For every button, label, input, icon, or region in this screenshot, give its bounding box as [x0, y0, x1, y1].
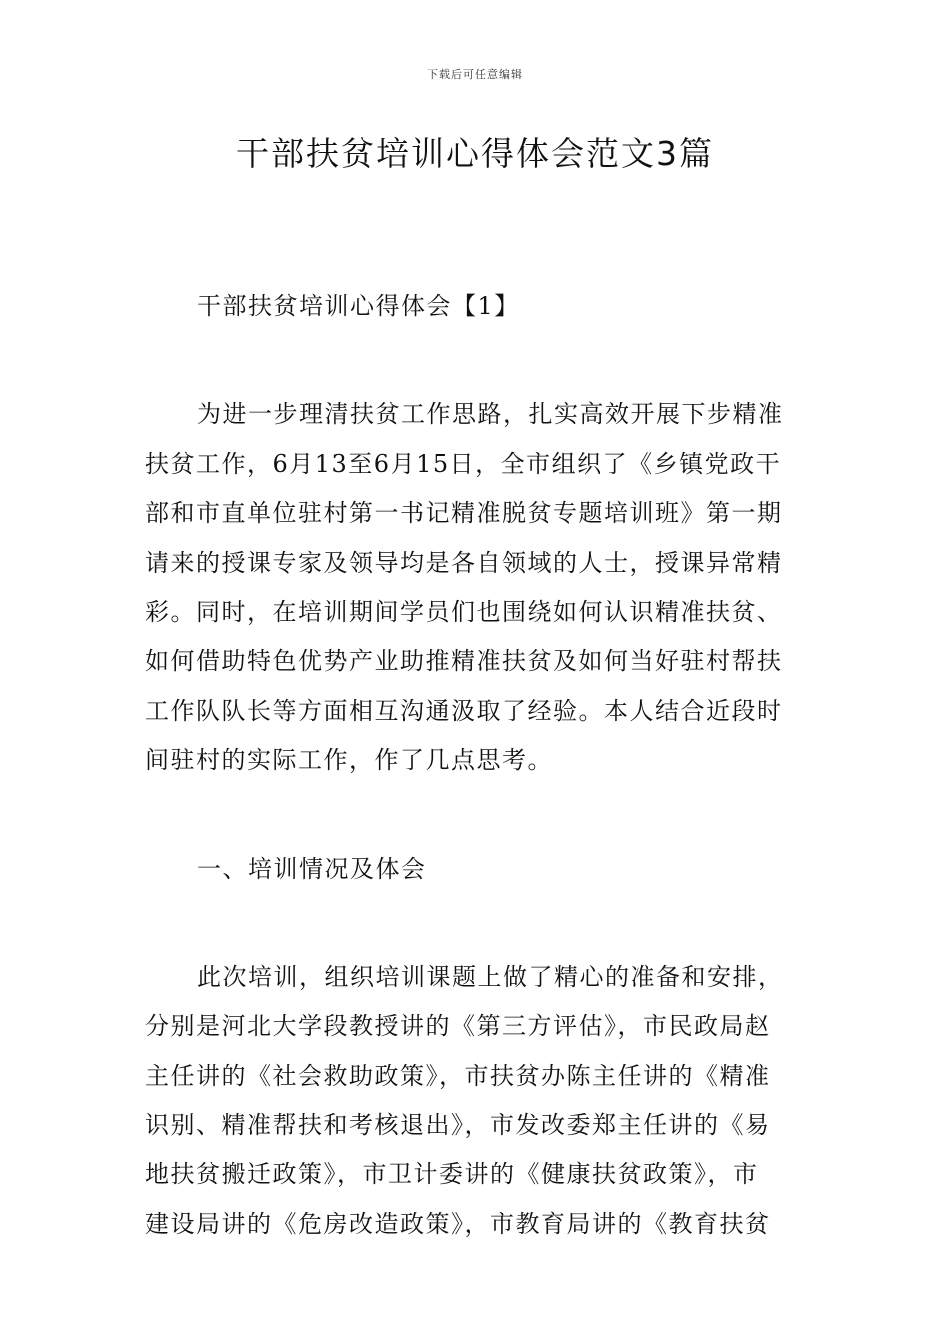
paragraph-line: 建设局讲的《危房改造政策》，市教育局讲的《教育扶贫 — [145, 1209, 771, 1238]
section-heading-2: 一、培训情况及体会 — [197, 854, 427, 883]
header-note: 下载后可任意编辑 — [427, 68, 523, 81]
paragraph-line: 请来的授课专家及领导均是各自领域的人士，授课异常精 — [145, 548, 783, 577]
document-title: 干部扶贫培训心得体会范文3篇 — [236, 134, 714, 173]
paragraph-line: 分别是河北大学段教授讲的《第三方评估》，市民政局赵 — [145, 1012, 771, 1041]
paragraph-line: 识别、精准帮扶和考核退出》，市发改委郑主任讲的《易 — [145, 1111, 771, 1140]
paragraph-line: 如何借助特色优势产业助推精准扶贫及如何当好驻村帮扶 — [145, 647, 783, 676]
paragraph-line: 此次培训，组织培训课题上做了精心的准备和安排， — [197, 962, 784, 991]
paragraph-gap — [145, 894, 805, 953]
paragraph-line: 扶贫工作，6月13至6月15日，全市组织了《乡镇党政干 — [145, 449, 782, 478]
paragraph-1 — [145, 390, 805, 785]
paragraph-2 — [145, 953, 805, 1249]
paragraph-gap — [145, 786, 805, 845]
paragraph-line: 部和市直单位驻村第一书记精准脱贫专题培训班》第一期 — [145, 499, 783, 528]
paragraph-line: 工作队队长等方面相互沟通汲取了经验。本人结合近段时 — [145, 696, 783, 725]
section-heading-1: 干部扶贫培训心得体会【1】 — [197, 292, 520, 320]
paragraph-line: 间驻村的实际工作，作了几点思考。 — [145, 746, 553, 775]
paragraph-line: 彩。同时，在培训期间学员们也围绕如何认识精准扶贫、 — [145, 597, 783, 626]
paragraph-line: 主任讲的《社会救助政策》，市扶贫办陈主任讲的《精准 — [145, 1061, 771, 1090]
document-body — [145, 282, 805, 1249]
paragraph-line: 为进一步理清扶贫工作思路，扎实高效开展下步精准 — [197, 400, 784, 429]
paragraph-line: 地扶贫搬迁政策》，市卫计委讲的《健康扶贫政策》，市 — [145, 1160, 759, 1189]
paragraph-gap — [145, 331, 805, 390]
